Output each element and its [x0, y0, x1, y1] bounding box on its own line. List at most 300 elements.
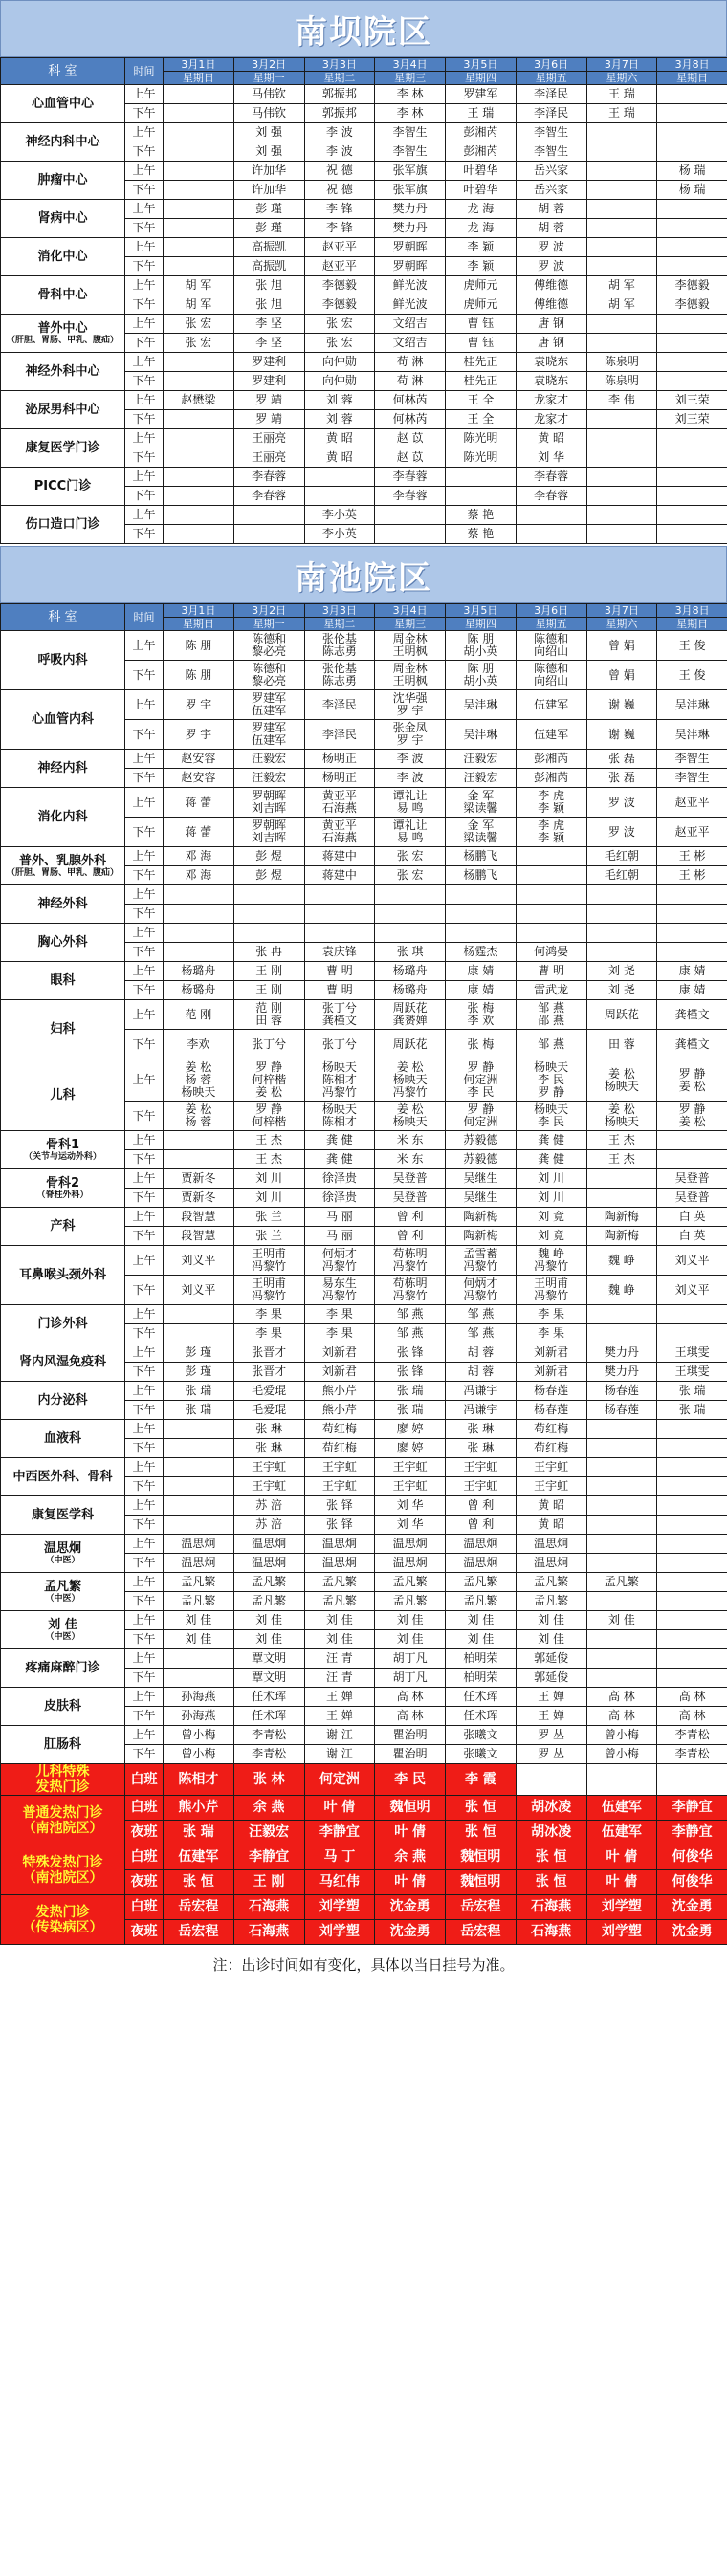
doctor-cell [657, 1150, 727, 1169]
doctor-cell: 王 杰 [233, 1131, 304, 1150]
table-row [1, 162, 727, 181]
doctor-cell: 罗建军 伍建军 [233, 690, 304, 720]
doctor-cell: 刘 佳 [516, 1611, 586, 1630]
dept-name: 温思炯 [43, 1540, 81, 1556]
dept-cell [1, 1796, 125, 1845]
doctor-cell: 周金林 王明枫 [375, 661, 446, 690]
doctor-cell [657, 1420, 727, 1439]
doctor-cell: 王丽亮 [233, 429, 304, 448]
doctor-cell: 邓 海 [164, 847, 234, 866]
time-slot: 夜班 [125, 1920, 164, 1945]
doctor-cell [164, 1669, 234, 1688]
doctor-cell: 温思炯 [164, 1554, 234, 1573]
time-slot: 下午 [125, 1324, 164, 1343]
doctor-cell: 任术珲 [233, 1688, 304, 1707]
doctor-cell: 石海燕 [233, 1920, 304, 1945]
doctor-cell: 何炳才 冯黎竹 [446, 1276, 517, 1305]
doctor-cell: 文绍吉 [375, 315, 446, 334]
doctor-cell [164, 1131, 234, 1150]
doctor-cell: 李智生 [375, 123, 446, 142]
doctor-cell: 张 梅 李 欢 [446, 1000, 517, 1030]
doctor-cell: 杨璐舟 [164, 962, 234, 981]
table-row [1, 1764, 727, 1796]
doctor-cell [233, 885, 304, 905]
doctor-cell: 邹 燕 [375, 1324, 446, 1343]
doctor-cell: 赵安容 [164, 769, 234, 788]
doctor-cell: 李欢 [164, 1030, 234, 1059]
table-row [1, 631, 727, 661]
doctor-cell: 廖 婷 [375, 1420, 446, 1439]
dept-cell [1, 1305, 125, 1343]
doctor-cell: 范 刚 田 蓉 [233, 1000, 304, 1030]
doctor-cell: 鲜光波 [375, 276, 446, 295]
doctor-cell [586, 410, 657, 429]
doctor-cell: 张 瑞 [375, 1401, 446, 1420]
dept-name: 皮肤科 [43, 1699, 81, 1714]
doctor-cell: 温思炯 [233, 1554, 304, 1573]
doctor-cell: 姜 松 杨映天 [375, 1102, 446, 1131]
doctor-cell: 李春蓉 [233, 487, 304, 506]
dept-name: 神经外科中心 [25, 364, 100, 379]
doctor-cell: 罗 静 姜 松 [657, 1059, 727, 1102]
doctor-cell [586, 1764, 657, 1796]
doctor-cell [586, 238, 657, 257]
doctor-cell: 任术珲 [446, 1707, 517, 1726]
time-slot: 下午 [125, 181, 164, 200]
doctor-cell: 李智生 [516, 142, 586, 162]
doctor-cell: 王宇虹 [516, 1458, 586, 1477]
doctor-cell: 张 恒 [446, 1821, 517, 1845]
doctor-cell: 陶新梅 [586, 1227, 657, 1246]
time-slot: 白班 [125, 1796, 164, 1821]
dept-cell [1, 1895, 125, 1945]
doctor-cell: 张 琳 [446, 1420, 517, 1439]
doctor-cell: 李 虎 李 颖 [516, 788, 586, 818]
table-row [1, 353, 727, 372]
doctor-cell: 罗 宇 [164, 720, 234, 750]
date-header: 3月2日 [233, 58, 304, 72]
doctor-cell [657, 257, 727, 276]
doctor-cell [164, 162, 234, 181]
doctor-cell: 杨映天 陈相才 [304, 1102, 375, 1131]
weekday-header: 星期六 [586, 72, 657, 85]
doctor-cell: 张 兰 [233, 1208, 304, 1227]
doctor-cell: 周跃花 [375, 1030, 446, 1059]
doctor-cell: 赵亚平 [657, 818, 727, 847]
doctor-cell: 马 丁 [304, 1845, 375, 1870]
time-slot: 下午 [125, 943, 164, 962]
time-slot: 上午 [125, 1420, 164, 1439]
dept-subtitle: （中医） [45, 1555, 80, 1565]
doctor-cell: 邹 燕 [446, 1305, 517, 1324]
doctor-cell: 陈光明 [446, 429, 517, 448]
doctor-cell: 王宇虹 [375, 1477, 446, 1496]
doctor-cell: 吴登普 [657, 1169, 727, 1189]
doctor-cell: 刘新君 [516, 1363, 586, 1382]
doctor-cell: 陈德和 向绍山 [516, 631, 586, 661]
doctor-cell: 蒋 蕾 [164, 818, 234, 847]
doctor-cell: 张 恒 [446, 1796, 517, 1821]
doctor-cell [164, 429, 234, 448]
doctor-cell [516, 905, 586, 924]
table-row [1, 924, 727, 943]
time-slot: 下午 [125, 1227, 164, 1246]
doctor-cell: 刘 蓉 [304, 391, 375, 410]
doctor-cell [657, 487, 727, 506]
doctor-cell: 张晋才 [233, 1363, 304, 1382]
doctor-cell: 岳宏程 [446, 1920, 517, 1945]
doctor-cell: 孟凡繁 [304, 1573, 375, 1592]
doctor-cell: 张军旗 [375, 181, 446, 200]
time-slot: 下午 [125, 1030, 164, 1059]
doctor-cell: 李春蓉 [375, 468, 446, 487]
dept-header: 科 室 [1, 58, 125, 85]
doctor-cell: 曾小梅 [586, 1726, 657, 1745]
doctor-cell: 刘义平 [657, 1276, 727, 1305]
doctor-cell: 王 彬 [657, 866, 727, 885]
date-header: 3月3日 [304, 58, 375, 72]
doctor-cell: 吴登普 [375, 1189, 446, 1208]
table-row [1, 1496, 727, 1516]
doctor-cell: 杨 瑞 [657, 181, 727, 200]
doctor-cell [304, 924, 375, 943]
time-slot: 下午 [125, 818, 164, 847]
header-row [1, 58, 727, 72]
doctor-cell: 伍建军 [586, 1796, 657, 1821]
doctor-cell: 张丁兮 [233, 1030, 304, 1059]
doctor-cell: 汪毅宏 [233, 769, 304, 788]
doctor-cell: 唐 钢 [516, 315, 586, 334]
dept-name: 肾内风湿免疫科 [18, 1355, 106, 1369]
doctor-cell: 曹 钰 [446, 315, 517, 334]
doctor-cell: 罗建利 [233, 372, 304, 391]
doctor-cell: 张 梅 [446, 1030, 517, 1059]
doctor-cell: 岳宏程 [446, 1895, 517, 1920]
doctor-cell: 段智慧 [164, 1208, 234, 1227]
table-row [1, 506, 727, 525]
doctor-cell: 王 全 [446, 410, 517, 429]
doctor-cell [657, 1764, 727, 1796]
doctor-cell: 苏 涪 [233, 1516, 304, 1535]
date-header: 3月5日 [446, 604, 517, 618]
doctor-cell: 苟栋明 冯黎竹 [375, 1276, 446, 1305]
doctor-cell: 岳宏程 [164, 1920, 234, 1945]
doctor-cell: 高 林 [375, 1688, 446, 1707]
dept-subtitle: （中医） [45, 1631, 80, 1642]
doctor-cell: 李 波 [375, 769, 446, 788]
doctor-cell [586, 487, 657, 506]
doctor-cell: 伍建军 [516, 720, 586, 750]
doctor-cell: 蔡 艳 [446, 525, 517, 544]
date-header: 3月1日 [164, 604, 234, 618]
dept-name: 呼吸内科 [37, 653, 88, 667]
doctor-cell [586, 200, 657, 219]
dept-name: 普外、乳腺外科 [18, 853, 106, 868]
table-row [1, 1382, 727, 1401]
doctor-cell: 杨映天 李 民 [516, 1102, 586, 1131]
north-schedule-table [0, 603, 727, 1945]
doctor-cell: 温思炯 [375, 1554, 446, 1573]
doctor-cell [164, 1324, 234, 1343]
doctor-cell: 李 果 [233, 1305, 304, 1324]
doctor-cell: 蒋建中 [304, 866, 375, 885]
doctor-cell: 张 铎 [304, 1516, 375, 1535]
doctor-cell [446, 924, 517, 943]
doctor-cell: 张 瑞 [375, 1382, 446, 1401]
dept-name: 肛肠科 [43, 1737, 81, 1752]
doctor-cell: 孟凡繁 [164, 1592, 234, 1611]
doctor-cell: 何林芮 [375, 391, 446, 410]
doctor-cell: 马 丽 [304, 1227, 375, 1246]
time-slot: 下午 [125, 410, 164, 429]
doctor-cell [657, 1439, 727, 1458]
doctor-cell: 柏明荣 [446, 1649, 517, 1669]
doctor-cell [164, 257, 234, 276]
doctor-cell [586, 468, 657, 487]
doctor-cell: 曹 钰 [446, 334, 517, 353]
dept-name: 骨科中心 [37, 288, 88, 302]
doctor-cell: 李泽民 [304, 690, 375, 720]
doctor-cell: 王 刚 [233, 981, 304, 1000]
doctor-cell: 蔡 艳 [446, 506, 517, 525]
doctor-cell: 王 婵 [304, 1688, 375, 1707]
doctor-cell: 杨霆杰 [446, 943, 517, 962]
dept-cell [1, 788, 125, 847]
doctor-cell [586, 885, 657, 905]
doctor-cell [164, 85, 234, 104]
doctor-cell: 李 坚 [233, 315, 304, 334]
footnote [0, 1945, 727, 1983]
doctor-cell: 李春蓉 [233, 468, 304, 487]
doctor-cell: 杨春莲 [586, 1401, 657, 1420]
doctor-cell [304, 468, 375, 487]
doctor-cell: 孟雪蓄 冯黎竹 [446, 1246, 517, 1276]
doctor-cell: 龙 海 [446, 219, 517, 238]
doctor-cell [657, 468, 727, 487]
doctor-cell: 张 琳 [233, 1420, 304, 1439]
doctor-cell: 魏恒明 [446, 1845, 517, 1870]
doctor-cell: 孟凡繁 [446, 1573, 517, 1592]
date-header: 3月1日 [164, 58, 234, 72]
time-slot: 上午 [125, 123, 164, 142]
doctor-cell: 王 杰 [233, 1150, 304, 1169]
weekday-header: 星期日 [657, 72, 727, 85]
doctor-cell: 廖 婷 [375, 1439, 446, 1458]
doctor-cell: 杨璐舟 [375, 962, 446, 981]
doctor-cell: 余 燕 [375, 1845, 446, 1870]
dept-cell [1, 1573, 125, 1611]
doctor-cell: 王 刚 [233, 1870, 304, 1895]
dept-name: 儿科特殊 发热门诊 [35, 1764, 90, 1795]
doctor-cell: 叶碧华 [446, 162, 517, 181]
doctor-cell: 王宇虹 [446, 1477, 517, 1496]
time-slot: 下午 [125, 257, 164, 276]
doctor-cell: 李 颖 [446, 238, 517, 257]
doctor-cell: 彭湘芮 [446, 142, 517, 162]
doctor-cell: 金 军 梁读馨 [446, 788, 517, 818]
time-slot: 上午 [125, 1573, 164, 1592]
doctor-cell: 张 琳 [233, 1439, 304, 1458]
doctor-cell: 岳兴家 [516, 181, 586, 200]
doctor-cell: 何炳才 冯黎竹 [304, 1246, 375, 1276]
doctor-cell: 王 婵 [516, 1688, 586, 1707]
time-slot: 下午 [125, 905, 164, 924]
doctor-cell: 郭延俊 [516, 1669, 586, 1688]
doctor-cell: 刘新君 [516, 1343, 586, 1363]
doctor-cell [657, 506, 727, 525]
doctor-cell: 刘 佳 [164, 1630, 234, 1649]
doctor-cell: 曹 明 [304, 981, 375, 1000]
doctor-cell [233, 905, 304, 924]
doctor-cell: 胡丁凡 [375, 1649, 446, 1669]
doctor-cell: 张 宏 [304, 315, 375, 334]
weekday-header: 星期一 [233, 72, 304, 85]
table-row [1, 1796, 727, 1821]
doctor-cell: 熊小芹 [164, 1796, 234, 1821]
doctor-cell: 徐泽贵 [304, 1189, 375, 1208]
dept-name: 消化内科 [37, 810, 88, 824]
dept-cell [1, 1649, 125, 1688]
doctor-cell [516, 506, 586, 525]
doctor-cell: 谭礼让 易 鸣 [375, 788, 446, 818]
doctor-cell: 罗 静 姜 松 [657, 1102, 727, 1131]
doctor-cell: 温思炯 [375, 1535, 446, 1554]
doctor-cell: 赵懋梁 [164, 391, 234, 410]
time-slot: 上午 [125, 962, 164, 981]
doctor-cell: 刘 佳 [304, 1630, 375, 1649]
dept-cell [1, 238, 125, 276]
doctor-cell: 黄 昭 [516, 429, 586, 448]
doctor-cell [657, 200, 727, 219]
dept-cell [1, 468, 125, 506]
doctor-cell [164, 410, 234, 429]
doctor-cell [304, 905, 375, 924]
doctor-cell: 高 林 [657, 1707, 727, 1726]
doctor-cell [446, 885, 517, 905]
doctor-cell: 陈德和 向绍山 [516, 661, 586, 690]
doctor-cell: 杨璐舟 [164, 981, 234, 1000]
time-slot: 上午 [125, 1649, 164, 1669]
date-header: 3月2日 [233, 604, 304, 618]
table-row [1, 1000, 727, 1030]
doctor-cell: 罗 静 何定洲 [446, 1102, 517, 1131]
time-slot: 上午 [125, 885, 164, 905]
doctor-cell: 高 林 [375, 1707, 446, 1726]
doctor-cell: 刘学塑 [304, 1920, 375, 1945]
doctor-cell: 孟凡繁 [516, 1592, 586, 1611]
doctor-cell: 李泽民 [516, 104, 586, 123]
doctor-cell: 汪毅宏 [446, 750, 517, 769]
dept-cell [1, 391, 125, 429]
doctor-cell: 杨鹏飞 [446, 847, 517, 866]
doctor-cell: 王明甫 冯黎竹 [233, 1246, 304, 1276]
doctor-cell: 毛红朝 [586, 847, 657, 866]
doctor-cell: 陶新梅 [446, 1208, 517, 1227]
doctor-cell: 刘义平 [164, 1276, 234, 1305]
doctor-cell [164, 885, 234, 905]
doctor-cell [164, 1439, 234, 1458]
time-slot: 上午 [125, 1382, 164, 1401]
doctor-cell: 杨鹏飞 [446, 866, 517, 885]
doctor-cell: 瞿治明 [375, 1745, 446, 1764]
doctor-cell [657, 334, 727, 353]
doctor-cell: 姜 松 杨映天 [586, 1059, 657, 1102]
doctor-cell: 覃文明 [233, 1649, 304, 1669]
doctor-cell: 伍建军 [586, 1821, 657, 1845]
doctor-cell: 汪毅宏 [233, 1821, 304, 1845]
dept-name: 康复医学科 [31, 1508, 94, 1522]
doctor-cell: 李 果 [516, 1324, 586, 1343]
time-slot: 下午 [125, 1669, 164, 1688]
doctor-cell: 杨璐舟 [375, 981, 446, 1000]
doctor-cell: 叶 倩 [586, 1845, 657, 1870]
time-slot: 下午 [125, 1477, 164, 1496]
doctor-cell: 傅维德 [516, 295, 586, 315]
doctor-cell: 彭湘芮 [516, 750, 586, 769]
dept-cell [1, 1208, 125, 1246]
doctor-cell: 张 宏 [164, 315, 234, 334]
doctor-cell: 岳宏程 [164, 1895, 234, 1920]
dept-cell [1, 885, 125, 924]
doctor-cell: 马伟钦 [233, 104, 304, 123]
doctor-cell [657, 123, 727, 142]
doctor-cell [375, 924, 446, 943]
doctor-cell [516, 885, 586, 905]
doctor-cell: 罗建利 [233, 353, 304, 372]
dept-cell [1, 1764, 125, 1796]
doctor-cell: 王宇虹 [446, 1458, 517, 1477]
dept-subtitle: （中医） [45, 1593, 80, 1604]
doctor-cell: 袁晓东 [516, 372, 586, 391]
doctor-cell: 罗 宇 [164, 690, 234, 720]
doctor-cell: 孟凡繁 [446, 1592, 517, 1611]
doctor-cell [375, 506, 446, 525]
doctor-cell: 冯谦宇 [446, 1382, 517, 1401]
date-header: 3月4日 [375, 58, 446, 72]
doctor-cell: 胡 蓉 [516, 200, 586, 219]
doctor-cell: 张 锋 [375, 1343, 446, 1363]
doctor-cell: 刘三荣 [657, 391, 727, 410]
time-slot: 下午 [125, 1554, 164, 1573]
dept-name: 儿科 [50, 1087, 76, 1102]
table-row [1, 1688, 727, 1707]
doctor-cell: 罗朝晖 刘吉晖 [233, 818, 304, 847]
doctor-cell: 祝 德 [304, 162, 375, 181]
table-row [1, 1895, 727, 1920]
doctor-cell: 刘 强 [233, 142, 304, 162]
doctor-cell [375, 885, 446, 905]
doctor-cell: 张 宏 [164, 334, 234, 353]
doctor-cell: 吴沣琳 [657, 690, 727, 720]
doctor-cell: 余 燕 [233, 1796, 304, 1821]
table-row [1, 1343, 727, 1363]
time-header: 时间 [125, 604, 164, 631]
date-header: 3月7日 [586, 58, 657, 72]
doctor-cell: 姜 松 杨映天 冯黎竹 [375, 1059, 446, 1102]
doctor-cell: 刘 华 [516, 448, 586, 468]
doctor-cell: 沈金勇 [657, 1920, 727, 1945]
doctor-cell: 姜 松 杨 蓉 杨映天 [164, 1059, 234, 1102]
doctor-cell: 王明甫 冯黎竹 [516, 1276, 586, 1305]
doctor-cell [586, 1496, 657, 1516]
doctor-cell: 谢 江 [304, 1745, 375, 1764]
doctor-cell: 叶 倩 [375, 1870, 446, 1895]
doctor-cell: 张 磊 [586, 769, 657, 788]
time-slot: 上午 [125, 1688, 164, 1707]
time-slot: 下午 [125, 769, 164, 788]
time-slot: 上午 [125, 353, 164, 372]
doctor-cell: 张丁兮 龚槿文 [304, 1000, 375, 1030]
